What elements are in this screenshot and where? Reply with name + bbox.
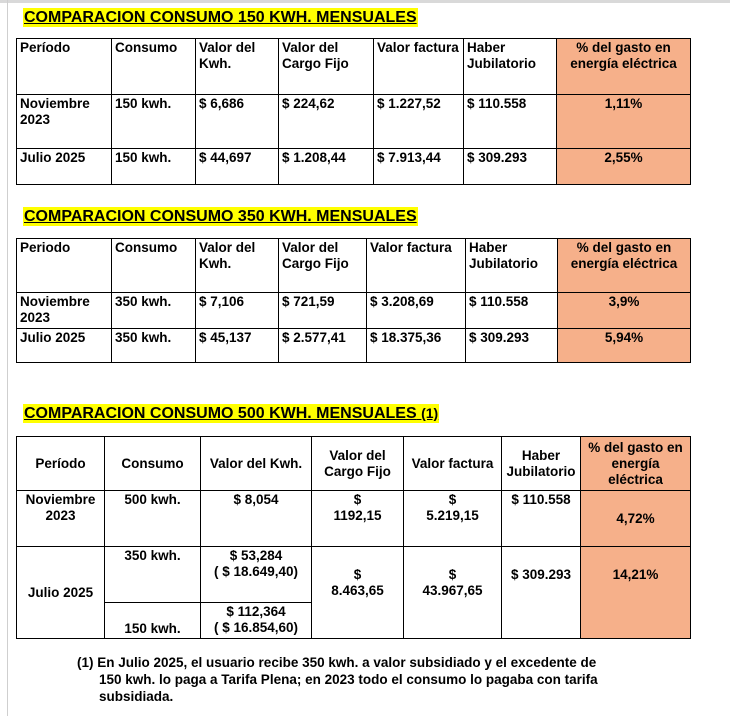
cell: 3,9% bbox=[558, 293, 691, 329]
cell: 500 kwh. bbox=[105, 491, 201, 547]
header-cell: Valor del Kwh. bbox=[196, 239, 279, 293]
header-cell: Valor del Cargo Fijo bbox=[279, 39, 374, 95]
page-left-rule bbox=[7, 0, 8, 716]
cell: Julio 2025 bbox=[17, 149, 112, 185]
header-cell: Consumo bbox=[112, 239, 196, 293]
cell: 150 kwh. bbox=[112, 149, 196, 185]
header-cell: Período bbox=[17, 437, 105, 491]
table-500kwh bbox=[16, 436, 691, 639]
section3-title-text: COMPARACION CONSUMO 500 KWH. MENSUALES bbox=[24, 405, 417, 422]
cell bbox=[404, 547, 502, 639]
header-cell: Consumo bbox=[112, 39, 196, 95]
subsidized-amount: ( $ 18.649,40) bbox=[213, 564, 299, 579]
cell: $ 7.913,44 bbox=[374, 149, 464, 185]
header-cell: Haber Jubilatorio bbox=[502, 437, 581, 491]
header-cell: Período bbox=[17, 39, 112, 95]
cell: Julio 2025 bbox=[17, 329, 112, 363]
footnote-line: (1) En Julio 2025, el usuario recibe 350 kwh. a valor subsidiado y el excedente de bbox=[77, 655, 597, 670]
cell: Noviembre 2023 bbox=[17, 491, 105, 547]
header-cell: Valor del Cargo Fijo bbox=[312, 437, 404, 491]
footnote-line: 150 kwh. lo paga a Tarifa Plena; en 2023 todo el consumo lo pagaba con tarifa bbox=[99, 672, 598, 687]
currency-sign: $ bbox=[448, 567, 457, 582]
header-cell: Consumo bbox=[105, 437, 201, 491]
cell: $ 309.293 bbox=[464, 149, 557, 185]
cell bbox=[404, 491, 502, 547]
amount: $ 112,364 bbox=[226, 604, 286, 619]
cell: $ 110.558 bbox=[464, 95, 557, 149]
cell: $ 6,686 bbox=[196, 95, 279, 149]
cell: 4,72% bbox=[581, 491, 691, 547]
cell: $ 18.375,36 bbox=[367, 329, 466, 363]
header-cell: Haber Jubilatorio bbox=[466, 239, 558, 293]
subsidized-amount: ( $ 16.854,60) bbox=[213, 620, 299, 635]
cell bbox=[201, 603, 312, 639]
cell: 5,94% bbox=[558, 329, 691, 363]
table-row bbox=[17, 491, 691, 547]
cell: 150 kwh. bbox=[112, 95, 196, 149]
cell: 350 kwh. bbox=[105, 547, 201, 603]
header-cell: % del gasto en energía eléctrica bbox=[557, 39, 691, 95]
amount: 43.967,65 bbox=[422, 583, 483, 598]
cell: 1,11% bbox=[557, 95, 691, 149]
table-row bbox=[17, 329, 691, 363]
cell: 2,55% bbox=[557, 149, 691, 185]
cell: Noviembre 2023 bbox=[17, 293, 112, 329]
section1-title: COMPARACION CONSUMO 150 KWH. MENSUALES bbox=[24, 9, 417, 26]
header-cell: Valor factura bbox=[367, 239, 466, 293]
header-cell: Periodo bbox=[17, 239, 112, 293]
table-row bbox=[17, 149, 691, 185]
currency-sign: $ bbox=[448, 492, 457, 507]
currency-sign: $ bbox=[353, 492, 362, 507]
table-header-row bbox=[17, 239, 691, 293]
cell: $ 44,697 bbox=[196, 149, 279, 185]
header-cell: % del gasto en energía eléctrica bbox=[581, 437, 691, 491]
cell: $ 8,054 bbox=[201, 491, 312, 547]
cell bbox=[312, 491, 404, 547]
amount: 5.219,15 bbox=[426, 508, 479, 523]
header-cell: Valor del Cargo Fijo bbox=[279, 239, 367, 293]
cell: Noviembre 2023 bbox=[17, 95, 112, 149]
cell: 150 kwh. bbox=[105, 603, 201, 639]
table-150kwh bbox=[16, 38, 691, 185]
header-cell: Haber Jubilatorio bbox=[464, 39, 557, 95]
currency-sign: $ bbox=[353, 567, 362, 582]
header-cell: Valor del Kwh. bbox=[201, 437, 312, 491]
cell: $ 721,59 bbox=[279, 293, 367, 329]
section3-title bbox=[23, 404, 439, 423]
table-row bbox=[17, 95, 691, 149]
cell: $ 7,106 bbox=[196, 293, 279, 329]
cell: $ 1.208,44 bbox=[279, 149, 374, 185]
cell: $ 309.293 bbox=[502, 547, 581, 639]
amount: $ 53,284 bbox=[229, 548, 283, 563]
cell: $ 45,137 bbox=[196, 329, 279, 363]
cell: Julio 2025 bbox=[17, 547, 105, 639]
header-cell: Valor factura bbox=[404, 437, 502, 491]
cell bbox=[201, 547, 312, 603]
section3-title-note: (1) bbox=[421, 405, 439, 421]
amount: 8.463,65 bbox=[331, 583, 384, 598]
footnote bbox=[77, 654, 687, 705]
table-header-row bbox=[17, 437, 691, 491]
footnote-line: subsidiada. bbox=[99, 689, 174, 704]
table-row bbox=[17, 547, 691, 603]
cell: $ 2.577,41 bbox=[279, 329, 367, 363]
table-row bbox=[17, 293, 691, 329]
cell: $ 110.558 bbox=[466, 293, 558, 329]
cell bbox=[312, 547, 404, 639]
section2-title: COMPARACION CONSUMO 350 KWH. MENSUALES bbox=[24, 208, 417, 225]
table-350kwh bbox=[16, 238, 691, 363]
cell: $ 110.558 bbox=[502, 491, 581, 547]
cell: $ 309.293 bbox=[466, 329, 558, 363]
cell: 350 kwh. bbox=[112, 329, 196, 363]
header-cell: Valor factura bbox=[374, 39, 464, 95]
header-cell: Valor del Kwh. bbox=[196, 39, 279, 95]
table-header-row bbox=[17, 39, 691, 95]
cell: $ 1.227,52 bbox=[374, 95, 464, 149]
cell: $ 3.208,69 bbox=[367, 293, 466, 329]
top-rule bbox=[0, 0, 730, 3]
amount: 1192,15 bbox=[333, 508, 382, 523]
cell: 350 kwh. bbox=[112, 293, 196, 329]
cell: $ 224,62 bbox=[279, 95, 374, 149]
cell: 14,21% bbox=[581, 547, 691, 639]
header-cell: % del gasto en energía eléctrica bbox=[558, 239, 691, 293]
